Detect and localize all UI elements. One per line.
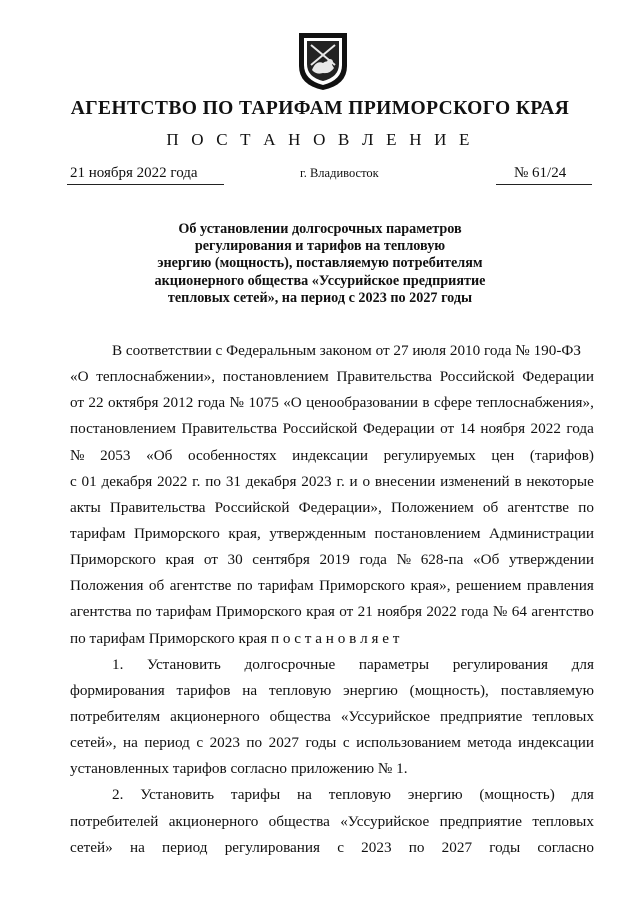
body-line: тарифам Приморского края, утвержденным постановлением Администрации: [70, 524, 594, 542]
document-date: 21 ноября 2022 года: [70, 165, 198, 181]
body-line: потребителей акционерного общества «Уссурийское предприятие тепловых: [70, 812, 594, 830]
body-line: от 22 октября 2012 года № 1075 «О ценообразовании в сфере теплоснабжения»,: [70, 394, 594, 412]
paragraph-2-start: 2. Установить тарифы на тепловую энергию (мощность) для: [112, 786, 594, 804]
subject-line: тепловых сетей», на период с 2023 по 2027 годы: [167, 289, 473, 306]
document-city: г. Владивосток: [300, 166, 379, 180]
body-line: формирования тарифов на тепловую энергию (мощность), поставляемую: [70, 681, 594, 699]
body-line: по тарифам Приморского края п о с т а н о в л я е т: [70, 629, 400, 647]
body-line: Приморского края от 30 сентября 2019 года № 628-па «Об утверждении: [70, 551, 594, 569]
document-body: [70, 338, 594, 861]
subject-line: акционерного общества «Уссурийское предприятие: [154, 272, 486, 289]
body-line: Положения об агентстве по тарифам Приморского края», решением правления: [70, 577, 594, 595]
document-type: П О С Т А Н О В Л Е Н И Е: [166, 130, 474, 149]
body-line: сетей» на период регулирования с 2023 по 2027 годы согласно: [70, 838, 594, 856]
date-underline: [67, 184, 224, 185]
body-line: сетей», на период с 2023 по 2027 годы с использованием метода индексации: [70, 734, 594, 752]
document-subject: [120, 221, 520, 307]
body-line: «О теплоснабжении», постановлением Правительства Российской Федерации: [70, 368, 594, 386]
coat-of-arms-emblem: [296, 30, 350, 92]
subject-line: энергию (мощность), поставляемую потребителям: [157, 255, 483, 272]
body-line: В соответствии с Федеральным законом от 27 июля 2010 года № 190-ФЗ: [112, 342, 582, 359]
subject-line: регулирования и тарифов на тепловую: [194, 238, 446, 255]
body-line: с 01 декабря 2022 г. по 31 декабря 2023 г. и о внесении изменений в некоторые: [70, 472, 594, 490]
body-line: № 2053 «Об особенностях индексации регулируемых цен (тарифов): [70, 446, 594, 464]
body-line: установленных тарифов согласно приложению № 1.: [70, 760, 408, 778]
number-underline: [496, 184, 592, 185]
body-line: потребителям акционерного общества «Уссурийское предприятие тепловых: [70, 707, 594, 725]
paragraph-1-start: 1. Установить долгосрочные параметры регулирования для: [112, 655, 594, 673]
body-line: агентства по тарифам Приморского края от 21 ноября 2022 года № 64 агентство: [70, 603, 594, 621]
body-line: постановлением Правительства Российской Федерации от 14 ноября 2022 года: [70, 420, 594, 438]
document-number: № 61/24: [514, 165, 567, 181]
agency-title: АГЕНТСТВО ПО ТАРИФАМ ПРИМОРСКОГО КРАЯ: [70, 98, 570, 119]
body-line: акты Правительства Российской Федерации», Положением об агентстве по: [70, 498, 594, 516]
subject-line: Об установлении долгосрочных параметров: [178, 221, 462, 237]
